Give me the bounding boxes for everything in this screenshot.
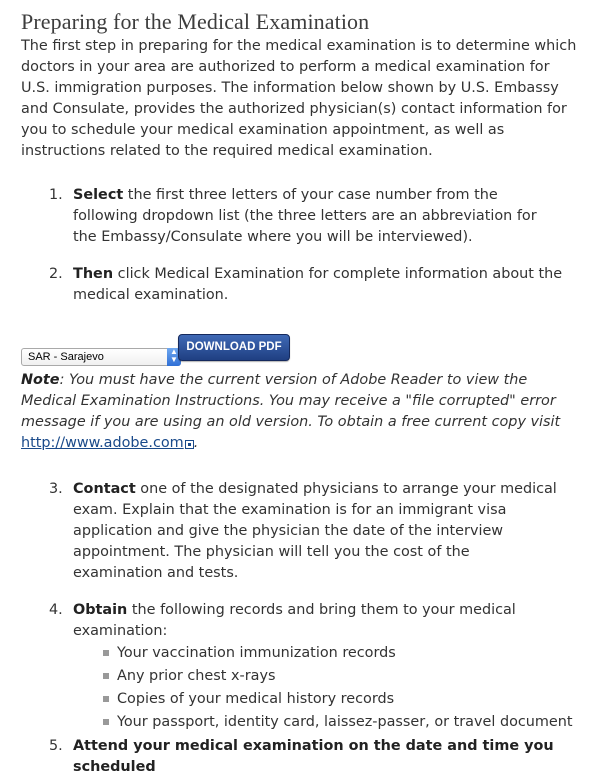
record-text: Copies of your medical history records (117, 691, 395, 707)
step-number: 5. (49, 738, 63, 754)
steps-list-b (21, 479, 609, 778)
step-select (21, 185, 563, 248)
list-item (103, 711, 573, 734)
note-text: : You must have the current version of Adobe Reader to view the Medical Examination Instructions. You may receive a "file corrupted" error message if you are using an old version. To obtain a free current copy visit (21, 372, 561, 430)
list-item (103, 688, 563, 711)
adobe-note (21, 370, 561, 454)
content (21, 0, 609, 778)
external-link-icon[interactable] (185, 440, 194, 449)
step-then (21, 264, 563, 306)
step-keyword: Contact (73, 481, 136, 497)
step-obtain (21, 600, 573, 734)
step-number: 1. (49, 187, 63, 203)
note-label: Note (21, 372, 60, 388)
steps-list-a (21, 185, 609, 306)
step-text: the following records and bring them to your medical examination: (73, 602, 516, 639)
step-keyword: Then (73, 266, 114, 282)
list-item (103, 642, 563, 665)
step-keyword: Obtain (73, 602, 128, 618)
intro-paragraph: The first step in preparing for the medical examination is to determine which doctors in your area are authorized to perform a medical examination for U.S. immigration purposes. The information below shown by U.S. Embassy and Consulate, provides the authorized physician(s) contact information for you to schedule your medical examination appointment, as well as instructions related to the required medical examination. (21, 38, 577, 159)
step-text: the first three letters of your case number from the following dropdown list (the three letters are an abbreviation for the Embassy/Consulate where you will be interviewed). (73, 187, 537, 245)
record-text: Your passport, identity card, laissez-passer, or travel document (117, 714, 573, 730)
bullet-icon (103, 673, 109, 679)
page-title: Preparing for the Medical Examination (21, 9, 370, 34)
download-pdf-button[interactable]: DOWNLOAD PDF (178, 334, 290, 361)
note-end: . (193, 435, 199, 451)
step-number: 2. (49, 266, 63, 282)
adobe-link[interactable]: http://www.adobe.com (21, 435, 184, 451)
step-text: click Medical Examination for complete information about the medical examination. (73, 266, 563, 303)
bullet-icon (103, 696, 109, 702)
record-text: Any prior chest x-rays (117, 668, 276, 684)
step-number: 4. (49, 602, 63, 618)
step-text: one of the designated physicians to arrange your medical exam. Explain that the examination is for an immigrant visa application and give the physician the date of the interview appointment. The physician will tell you the cost of the examination and tests. (73, 481, 557, 581)
step-contact (21, 479, 563, 584)
download-row (21, 334, 609, 370)
step-keyword: Select (73, 187, 124, 203)
chevron-up-icon: ▲ (170, 347, 178, 356)
dropdown-selected-value: SAR - Sarajevo (28, 351, 104, 363)
chevron-down-icon: ▼ (170, 355, 178, 364)
bullet-icon (103, 650, 109, 656)
records-list (103, 642, 573, 734)
list-item (103, 665, 563, 688)
record-text: Your vaccination immunization records (117, 645, 396, 661)
step-number: 3. (49, 481, 63, 497)
step-keyword: Attend your medical examination on the date and time you scheduled (73, 738, 554, 775)
embassy-dropdown[interactable] (21, 348, 181, 366)
bullet-icon (103, 719, 109, 725)
step-attend (21, 736, 563, 778)
